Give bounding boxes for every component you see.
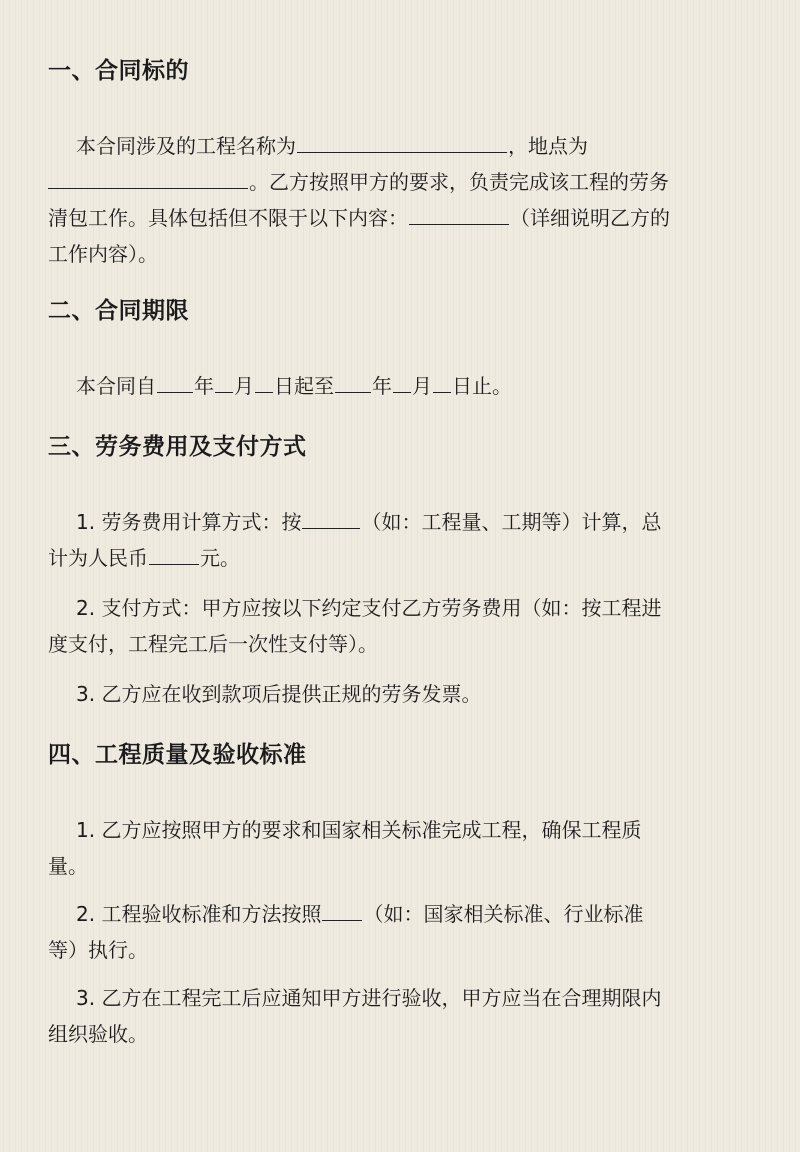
calculation-basis-blank	[302, 507, 360, 529]
start-month-blank	[215, 371, 233, 393]
fees-item-2	[48, 590, 752, 662]
paragraph-line: 1. 乙方应按照甲方的要求和国家相关标准完成工程，确保工程质	[76, 818, 642, 842]
paragraph-line	[48, 128, 752, 164]
quality-item-3	[48, 980, 752, 1052]
fees-item-1	[48, 504, 752, 576]
section-heading-term: 二、合同期限	[48, 298, 189, 324]
text-segment: 月	[234, 374, 254, 398]
paragraph-line	[48, 896, 752, 932]
end-year-blank	[335, 371, 371, 393]
acceptance-standard-blank	[322, 899, 362, 921]
text-segment: 。乙方按照甲方的要求，负责完成该工程的劳务	[249, 170, 669, 194]
text-segment: 月	[412, 374, 432, 398]
section-heading-quality: 四、工程质量及验收标准	[48, 742, 307, 768]
project-name-blank	[297, 131, 507, 153]
work-content-blank	[409, 203, 509, 225]
paragraph-line	[48, 368, 752, 404]
section-term-paragraph	[48, 368, 752, 404]
text-segment: 年	[194, 374, 214, 398]
paragraph-line: 组织验收。	[48, 1022, 148, 1046]
location-blank	[48, 167, 248, 189]
paragraph-line: 度支付，工程完工后一次性支付等）。	[48, 632, 378, 656]
text-segment: 本合同自	[76, 374, 156, 398]
text-segment: （如：国家相关标准、行业标准	[363, 902, 644, 926]
paragraph-line	[48, 164, 752, 200]
text-segment: 1. 劳务费用计算方式：按	[76, 510, 302, 534]
text-segment: 日止。	[452, 374, 512, 398]
start-day-blank	[255, 371, 273, 393]
quality-item-2	[48, 896, 752, 968]
section-subject-paragraph	[48, 128, 752, 272]
paragraph-line	[48, 200, 752, 236]
text-segment: 元。	[200, 546, 240, 570]
text-segment: （如：工程量、工期等）计算，总	[361, 510, 662, 534]
paragraph-line	[48, 504, 752, 540]
amount-blank	[149, 543, 199, 565]
section-heading-fees: 三、劳务费用及支付方式	[48, 434, 307, 460]
paragraph-line	[48, 236, 752, 272]
end-month-blank	[393, 371, 411, 393]
paragraph-line: 3. 乙方应在收到款项后提供正规的劳务发票。	[76, 682, 482, 706]
text-segment: 日起至	[274, 374, 334, 398]
text-segment: 工作内容）。	[48, 242, 158, 266]
text-segment: 年	[372, 374, 392, 398]
paragraph-line: 量。	[48, 854, 88, 878]
paragraph-line: 等）执行。	[48, 938, 148, 962]
section-heading-subject: 一、合同标的	[48, 58, 189, 84]
text-segment: 本合同涉及的工程名称为	[76, 134, 296, 158]
text-segment: ，地点为	[508, 134, 588, 158]
text-segment: 清包工作。具体包括但不限于以下内容：	[48, 206, 408, 230]
text-segment: （详细说明乙方的	[510, 206, 670, 230]
paragraph-line	[48, 540, 752, 576]
end-day-blank	[433, 371, 451, 393]
text-segment: 计为人民币	[48, 546, 148, 570]
quality-item-1	[48, 812, 752, 884]
start-year-blank	[157, 371, 193, 393]
text-segment: 2. 工程验收标准和方法按照	[76, 902, 322, 926]
fees-item-3	[48, 676, 752, 712]
paragraph-line: 3. 乙方在工程完工后应通知甲方进行验收，甲方应当在合理期限内	[76, 986, 662, 1010]
paragraph-line: 2. 支付方式：甲方应按以下约定支付乙方劳务费用（如：按工程进	[76, 596, 662, 620]
